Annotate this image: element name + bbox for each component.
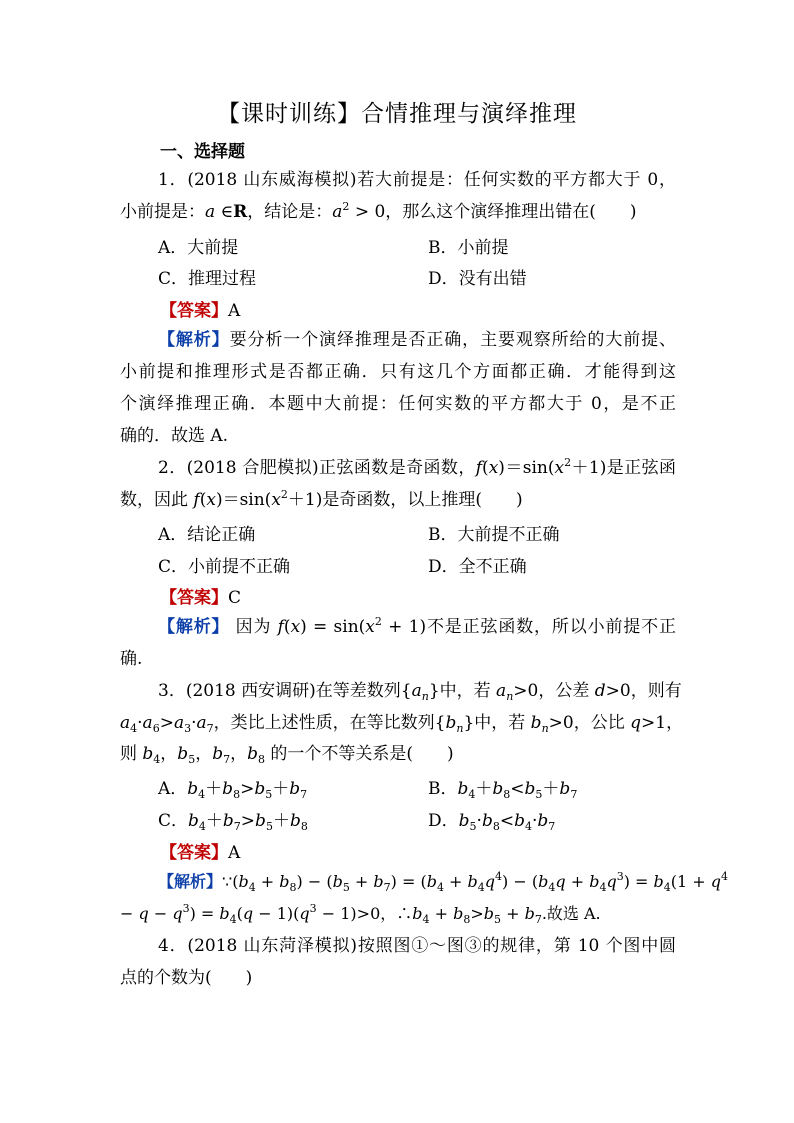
q1-stem-line2: 小前提是：a ∈R，结论是：$a^2 > 0$，那么这个演绎推理出错在( ) bbox=[120, 200, 637, 222]
analysis-tag: 【解析】 bbox=[158, 872, 223, 891]
q1-option-a: A．大前提 bbox=[158, 238, 239, 258]
analysis-tag: 【解析】 bbox=[158, 330, 230, 350]
q2-stem-line2: 数，因此 $f(x)=\sin(x^2+1)$是奇函数，以上推理( ) bbox=[120, 488, 523, 510]
section-heading: 一、选择题 bbox=[160, 142, 245, 162]
q3-analysis-line1: 【解析】$\because(b_4 + b_8) - (b_5 + b_7) = (b_4 + b_4q^4) - (b_4q + b_4q^3) = b_4(1 + q^4$ bbox=[158, 870, 729, 894]
q1-stem-line1: 1．(2018 山东威海模拟)若大前提是：任何实数的平方都大于 0， bbox=[158, 170, 676, 190]
q3-option-a: A．$b_4+b_8>b_5+b_7$ bbox=[158, 779, 308, 801]
q3-stem-line2: $a_4\cdot a_6>a_3\cdot a_7$，类比上述性质，在等比数列$\{b_n\}$中，若 $b_n>0$，公比 q>1， bbox=[120, 713, 684, 735]
q3-stem-line1: 3．(2018 西安调研)在等差数列$\{a_n\}$中，若 $a_n>0$，公差 d>0，则有 bbox=[158, 681, 682, 703]
q1-analysis-line3: 个演绎推理正确．本题中大前提：任何实数的平方都大于 0，是不正 bbox=[120, 394, 676, 414]
q3-analysis-line2: − $q - q^3) = b_4(q - 1)(q^3 - 1)>0$，$\therefore b_4 + b_8>b_5 + b_7$.故选 A. bbox=[120, 902, 601, 926]
q1-option-d: D．没有出错 bbox=[428, 269, 527, 289]
q2-option-c: C．小前提不正确 bbox=[158, 557, 291, 577]
q2-analysis-line2: 确. bbox=[120, 649, 143, 669]
q1-option-b: B．小前提 bbox=[428, 238, 509, 258]
q2-option-d: D．全不正确 bbox=[428, 557, 527, 577]
q1-answer bbox=[160, 296, 240, 321]
answer-tag: 【答案】 bbox=[160, 588, 228, 608]
answer-tag: 【答案】 bbox=[160, 843, 228, 863]
q1-option-c: C．推理过程 bbox=[158, 269, 257, 289]
q4-stem-line1: 4．(2018 山东菏泽模拟)按照图①～图③的规律，第 10 个图中圆 bbox=[158, 936, 676, 956]
q2-option-b: B．大前提不正确 bbox=[428, 525, 560, 545]
q2-analysis-line1: 【解析】 因为 $f(x) = \sin(x^2 + 1)$不是正弦函数，所以小前提不正 bbox=[158, 615, 677, 637]
q3-option-d: D．$b_5\cdot b_8<b_4\cdot b_7$ bbox=[428, 811, 556, 833]
answer-value: A bbox=[228, 301, 241, 321]
q2-option-a: A．结论正确 bbox=[158, 525, 256, 545]
answer-value: C bbox=[228, 588, 242, 608]
q2-answer bbox=[160, 583, 241, 608]
q4-stem-line2: 点的个数为( ) bbox=[120, 968, 253, 988]
answer-tag: 【答案】 bbox=[160, 301, 228, 321]
answer-value: A bbox=[228, 843, 241, 863]
q3-answer bbox=[160, 838, 240, 863]
page-title: 【课时训练】合情推理与演绎推理 bbox=[217, 101, 577, 127]
q3-option-b: B．$b_4+b_8<b_5+b_7$ bbox=[428, 779, 578, 801]
q1-analysis-line4: 确的．故选 A. bbox=[120, 426, 229, 446]
q1-analysis-line1: 【解析】要分析一个演绎推理是否正确，主要观察所给的大前提、 bbox=[158, 330, 677, 350]
analysis-tag: 【解析】 bbox=[158, 617, 230, 637]
q3-stem-line3: 则 $b_4$，$b_5$，$b_7$，$b_8$ 的一个不等关系是( ) bbox=[120, 744, 454, 766]
q1-analysis-line2: 小前提和推理形式是否都正确．只有这几个方面都正确．才能得到这 bbox=[120, 362, 676, 382]
q3-option-c: C．$b_4+b_7>b_5+b_8$ bbox=[158, 811, 308, 833]
q2-stem-line1: 2．(2018 合肥模拟)正弦函数是奇函数，$f(x)=\sin(x^2+1)$是正弦函 bbox=[158, 456, 676, 478]
